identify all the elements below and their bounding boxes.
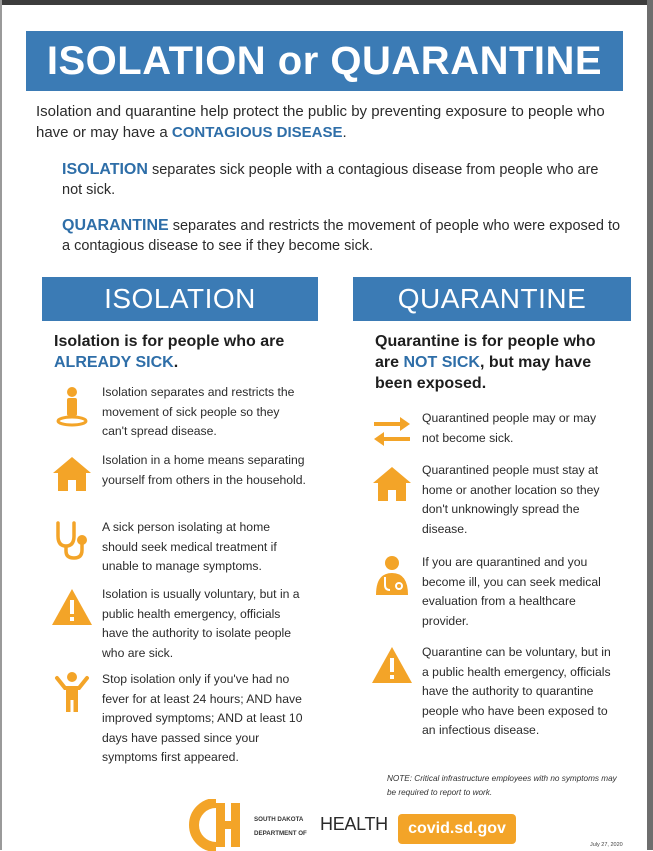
quarantine-item-4 (370, 643, 612, 741)
isolation-item-2-text: Isolation in a home means separating yourself from others in the household. (102, 453, 306, 487)
window-left-border (0, 0, 2, 850)
sd-health-logo (186, 799, 246, 851)
window-right-border (647, 0, 653, 850)
intro-end: . (342, 124, 347, 141)
isolation-lead-end: . (173, 354, 179, 371)
publish-date: July 27, 2020 (590, 842, 623, 848)
quarantine-lead-text: Quarantine is for people who are (375, 333, 596, 371)
health-wordmark: HEALTH (320, 814, 388, 834)
warning-icon (50, 585, 94, 629)
isolation-definition (62, 160, 622, 200)
intro-text: Isolation and quarantine help protect the public by preventing exposure to people who have or may have a (36, 103, 605, 141)
isolation-item-3-text: A sick person isolating at home should seek medical treatment if unable to manage symptoms. (102, 520, 277, 573)
quarantine-item-3-text: If you are quarantined and you become ill, you can seek medical evaluation from a healthcare provider. (422, 555, 601, 628)
quarantine-definition-text: separates and restricts the movement of people who were exposed to a contagious disease to see if they become sick. (62, 218, 621, 254)
isolation-item-1-text: Isolation separates and restricts the movement of sick people so they can't spread disease. (102, 385, 295, 438)
isolation-item-5 (50, 670, 307, 768)
quarantine-item-4-text: Quarantine can be voluntary, but in a public health emergency, officials have the authority to quarantine people who have been exposed to an infectious disease. (422, 645, 611, 737)
quarantine-item-2 (370, 461, 612, 539)
person-arms-up-icon (50, 670, 94, 714)
quarantine-item-1-text: Quarantined people may or may not become sick. (422, 411, 597, 445)
swap-arrows-icon (370, 409, 414, 453)
isolation-item-4-text: Isolation is usually voluntary, but in a public health emergency, officials have the authority to isolate people who are sick. (102, 587, 300, 660)
warning-icon (370, 643, 414, 687)
isolation-term: ISOLATION (62, 161, 148, 178)
quarantine-term: QUARANTINE (62, 217, 169, 234)
isolation-item-1 (50, 383, 307, 442)
isolation-definition-text: separates sick people with a contagious disease from people who are not sick. (62, 162, 599, 198)
quarantine-item-2-text: Quarantined people must stay at home or another location so they don't unknowingly spread the disease. (422, 463, 600, 536)
intro-paragraph (36, 101, 626, 143)
isolation-lead-highlight: ALREADY SICK (54, 354, 174, 371)
doctor-icon (370, 553, 414, 597)
quarantine-definition (62, 216, 622, 256)
home-icon (50, 451, 94, 495)
quarantine-lead-end: , but may have been exposed. (375, 354, 592, 392)
note-text: NOTE: Critical infrastructure employees with no symptoms may be required to report to work. (387, 774, 617, 797)
home-icon (370, 461, 414, 505)
isolation-item-5-text: Stop isolation only if you've had no fever for at least 24 hours; AND have improved symptoms; AND at least 10 days have passed since your symptoms first appeared. (102, 672, 303, 764)
quarantine-item-3 (370, 553, 612, 631)
isolation-item-3 (50, 518, 307, 577)
person-target-icon (50, 383, 94, 427)
window-top-border (0, 0, 653, 5)
stethoscope-icon (50, 518, 94, 562)
quarantine-item-1 (370, 409, 612, 453)
quarantine-column-header: QUARANTINE (353, 277, 631, 321)
isolation-column-header: ISOLATION (42, 277, 318, 321)
website-badge[interactable]: covid.sd.gov (398, 814, 516, 844)
dept-name-line1: SOUTH DAKOTA (254, 816, 304, 823)
dept-name-line2: DEPARTMENT OF (254, 830, 307, 837)
quarantine-lead (375, 331, 620, 394)
isolation-item-4 (50, 585, 307, 663)
page-title: ISOLATION or QUARANTINE (26, 31, 623, 91)
isolation-lead-text: Isolation is for people who are (54, 333, 285, 350)
quarantine-lead-highlight: NOT SICK (403, 354, 480, 371)
intro-highlight: CONTAGIOUS DISEASE (171, 124, 343, 141)
isolation-lead (54, 331, 304, 373)
isolation-item-2 (50, 451, 307, 495)
